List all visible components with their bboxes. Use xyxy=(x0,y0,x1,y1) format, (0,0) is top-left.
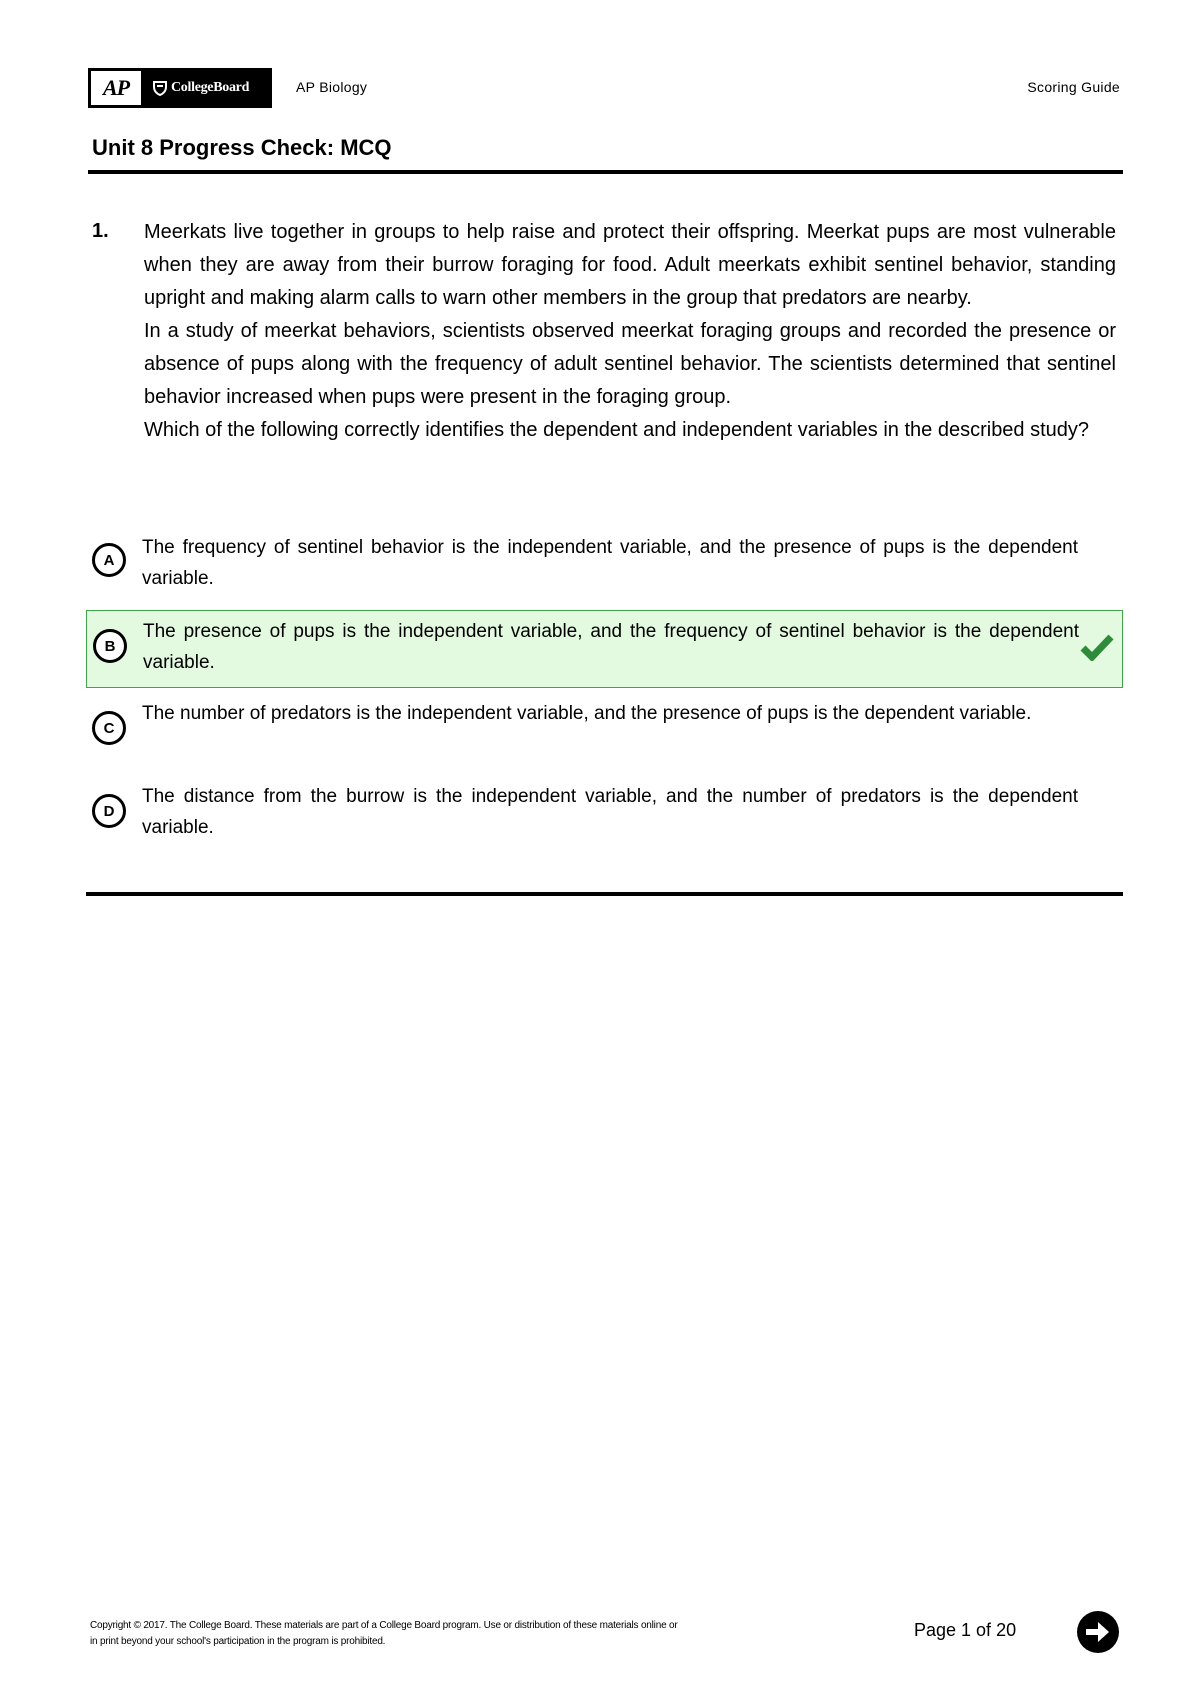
choice-letter-badge: A xyxy=(92,543,126,577)
choice-a[interactable] xyxy=(86,532,1123,594)
logo-collegeboard xyxy=(153,80,249,96)
page-header xyxy=(88,68,1120,108)
title-divider xyxy=(88,170,1123,174)
choice-text: The frequency of sentinel behavior is the independent variable, and the presence of pups is the dependent variable. xyxy=(142,537,1078,589)
choice-letter-badge: B xyxy=(93,629,127,663)
checkmark-icon xyxy=(1080,633,1114,661)
course-name: AP Biology xyxy=(296,79,368,95)
ap-collegeboard-logo xyxy=(88,68,272,108)
page-number: Page 1 of 20 xyxy=(914,1620,1017,1640)
choice-text: The number of predators is the independent variable, and the presence of pups is the dependent variable. xyxy=(142,703,1032,724)
logo-ap-mark: AP xyxy=(91,71,141,105)
question-divider xyxy=(86,892,1123,896)
stem-paragraph: Which of the following correctly identifies the dependent and independent variables in the described study? xyxy=(144,419,1090,441)
question-stem xyxy=(144,216,1116,447)
choice-letter-badge: C xyxy=(92,711,126,745)
page-title: Unit 8 Progress Check: MCQ xyxy=(92,135,392,160)
logo-collegeboard-text: CollegeBoard xyxy=(171,80,250,95)
choice-text: The distance from the burrow is the independent variable, and the number of predators is the dependent variable. xyxy=(142,786,1078,838)
choice-b[interactable] xyxy=(86,610,1123,688)
copyright-line: Copyright © 2017. The College Board. These materials are part of a College Board program. Use or distribution of these materials online or xyxy=(90,1620,678,1631)
choice-text: The presence of pups is the independent variable, and the frequency of sentinel behavior is the dependent variable. xyxy=(143,621,1079,673)
choice-d[interactable] xyxy=(86,781,1123,843)
copyright-line: in print beyond your school's participation in the program is prohibited. xyxy=(90,1636,386,1647)
document-type: Scoring Guide xyxy=(1027,79,1120,95)
copyright-notice xyxy=(90,1618,790,1650)
acorn-icon xyxy=(153,80,167,96)
choice-letter-badge: D xyxy=(92,794,126,828)
choice-c[interactable] xyxy=(86,698,1123,760)
question-number: 1. xyxy=(92,220,109,242)
stem-paragraph: In a study of meerkat behaviors, scientists observed meerkat foraging groups and recorded the presence or absence of pups along with the frequency of adult sentinel behavior. The scientists determined that sentinel behavior increased when pups were present in the foraging group. xyxy=(144,320,1116,408)
next-page-arrow-icon[interactable] xyxy=(1076,1610,1120,1654)
stem-paragraph: Meerkats live together in groups to help raise and protect their offspring. Meerkat pups are most vulnerable when they are away from their burrow foraging for food. Adult meerkats exhibit sentinel behavior, standing upright and making alarm calls to warn other members in the group that predators are nearby. xyxy=(144,221,1116,309)
